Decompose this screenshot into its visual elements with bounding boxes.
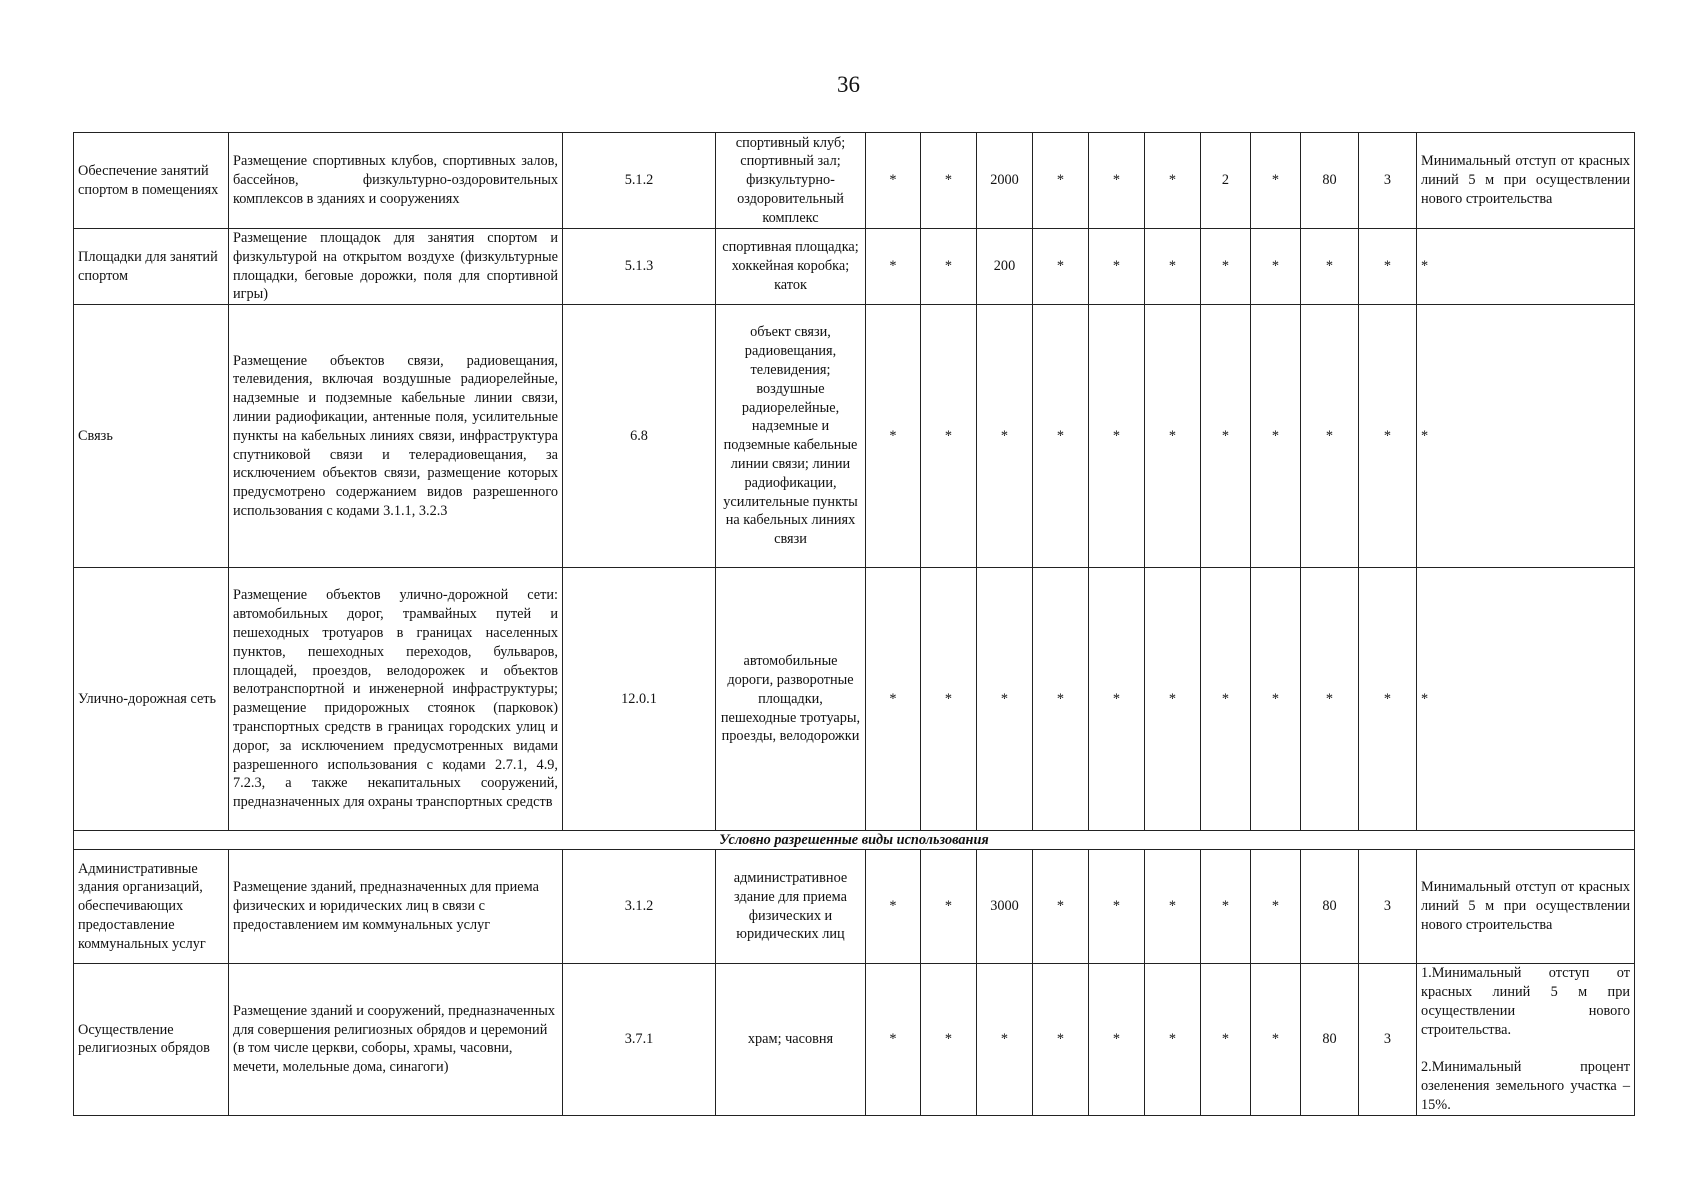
param-cell: *: [1301, 305, 1359, 568]
use-code: 5.1.2: [563, 133, 716, 229]
param-cell: *: [921, 305, 977, 568]
param-cell: *: [1033, 229, 1089, 305]
param-cell: *: [866, 964, 921, 1115]
param-cell: *: [1251, 305, 1301, 568]
param-cell: *: [1033, 568, 1089, 831]
param-cell: *: [1251, 568, 1301, 831]
param-cell: *: [921, 568, 977, 831]
page-number: 36: [837, 72, 860, 97]
param-cell: *: [1201, 229, 1251, 305]
use-description: Размещение объектов связи, радиовещания, телевидения, включая воздушные радиорелейные, надземные и подземные кабельные линии связи, линии радиофикации, антенные поля, усилительные пункты на кабельных линиях связи, инфраструктура спутниковой связи и телерадиовещания, за исключением объектов связи, размещение которых предусмотрено содержанием видов разрешенного использования с кодами 3.1.1, 3.2.3: [229, 305, 563, 568]
param-cell: *: [866, 850, 921, 964]
param-cell: 80: [1301, 964, 1359, 1115]
conditional-permitted-uses: [74, 831, 1635, 1115]
param-cell: *: [1145, 229, 1201, 305]
param-cell: *: [1033, 964, 1089, 1115]
param-cell: *: [1201, 568, 1251, 831]
use-description: Размещение зданий и сооружений, предназначенных для совершения религиозных обрядов и церемоний (в том числе церкви, соборы, храмы, часовни, мечети, молельные дома, синагоги): [229, 964, 563, 1115]
use-description: Размещение спортивных клубов, спортивных залов, бассейнов, физкультурно-оздоровительных комплексов в зданиях и сооружениях: [229, 133, 563, 229]
param-cell: 80: [1301, 133, 1359, 229]
param-cell: *: [1089, 850, 1145, 964]
param-cell: *: [866, 133, 921, 229]
param-cell: *: [1251, 133, 1301, 229]
note-paragraph: *: [1421, 427, 1429, 444]
param-cell: *: [866, 229, 921, 305]
param-cell: *: [1359, 229, 1417, 305]
param-cell: *: [921, 964, 977, 1115]
note-paragraph: Минимальный отступ от красных линий 5 м при осуществлении нового строительства: [1421, 879, 1630, 934]
use-objects: спортивная площадка; хоккейная коробка; каток: [716, 229, 866, 305]
param-cell: 3: [1359, 850, 1417, 964]
land-use-regulations-table: [73, 132, 1635, 1116]
param-cell: 2: [1201, 133, 1251, 229]
use-note: [1417, 568, 1635, 831]
use-objects: спортивный клуб; спортивный зал; физкультурно-оздоровительный комплекс: [716, 133, 866, 229]
use-objects: административное здание для приема физических и юридических лиц: [716, 850, 866, 964]
use-objects: объект связи, радиовещания, телевидения; воздушные радиорелейные, надземные и подземные кабельные линии связи; линии радиофикации, усилительные пункты на кабельных линиях связи: [716, 305, 866, 568]
param-cell: *: [921, 229, 977, 305]
param-cell: *: [1089, 305, 1145, 568]
use-description: Размещение объектов улично-дорожной сети: автомобильных дорог, трамвайных путей и пешеходных тротуаров в границах населенных пунктов, пешеходных переходов, бульваров, площадей, проездов, велодорожек и объектов велотранспортной и инженерной инфраструктуры; размещение придорожных стоянок (парковок) транспортных средств в границах городских улиц и дорог, за исключением предусмотренных видами разрешенного использования с кодами 2.7.1, 4.9, 7.2.3, а также некапитальных сооружений, предназначенных для охраны транспортных средств: [229, 568, 563, 831]
use-code: 3.7.1: [563, 964, 716, 1115]
param-cell: 3: [1359, 133, 1417, 229]
param-cell: *: [1089, 133, 1145, 229]
param-cell: *: [866, 305, 921, 568]
param-cell: 3: [1359, 964, 1417, 1115]
param-cell: *: [1301, 229, 1359, 305]
section-header-row: [74, 831, 1635, 850]
use-note: [1417, 133, 1635, 229]
use-objects: автомобильные дороги, разворотные площадки, пешеходные тротуары, проезды, велодорожки: [716, 568, 866, 831]
use-note: [1417, 305, 1635, 568]
note-paragraph: Минимальный отступ от красных линий 5 м при осуществлении нового строительства: [1421, 153, 1630, 207]
use-code: 6.8: [563, 305, 716, 568]
use-note: [1417, 850, 1635, 964]
param-cell: *: [1359, 568, 1417, 831]
param-cell: 80: [1301, 850, 1359, 964]
param-cell: *: [1145, 964, 1201, 1115]
use-name: Площадки для занятий спортом: [74, 229, 229, 305]
main-permitted-uses: [74, 133, 1635, 831]
table-row: [74, 850, 1635, 964]
use-objects: храм; часовня: [716, 964, 866, 1115]
use-name: Улично-дорожная сеть: [74, 568, 229, 831]
param-cell: *: [1033, 850, 1089, 964]
use-note: [1417, 229, 1635, 305]
table-row: [74, 568, 1635, 831]
use-code: 5.1.3: [563, 229, 716, 305]
param-cell: *: [1089, 229, 1145, 305]
param-cell: 2000: [977, 133, 1033, 229]
param-cell: 200: [977, 229, 1033, 305]
param-cell: *: [1145, 305, 1201, 568]
param-cell: *: [1201, 305, 1251, 568]
param-cell: *: [977, 305, 1033, 568]
param-cell: *: [1301, 568, 1359, 831]
use-name: Обеспечение занятий спортом в помещениях: [74, 133, 229, 229]
paragraph-spacer: [1421, 1039, 1630, 1058]
use-name: Административные здания организаций, обеспечивающих предоставление коммунальных услуг: [74, 850, 229, 964]
note-paragraph: 2.Минимальный процент озеленения земельного участка – 15%.: [1421, 1059, 1630, 1113]
use-name: Осуществление религиозных обрядов: [74, 964, 229, 1115]
param-cell: *: [1251, 964, 1301, 1115]
note-paragraph: 1.Минимальный отступ от красных линий 5 м при осуществлении нового строительства.: [1421, 965, 1630, 1038]
param-cell: *: [977, 568, 1033, 831]
param-cell: *: [921, 133, 977, 229]
param-cell: *: [1089, 568, 1145, 831]
param-cell: 3000: [977, 850, 1033, 964]
param-cell: *: [866, 568, 921, 831]
table-row: [74, 229, 1635, 305]
param-cell: *: [1359, 305, 1417, 568]
use-description: Размещение зданий, предназначенных для приема физических и юридических лиц в связи с предоставлением им коммунальных услуг: [229, 850, 563, 964]
param-cell: *: [1145, 568, 1201, 831]
param-cell: *: [1201, 964, 1251, 1115]
table-row: [74, 964, 1635, 1115]
table-row: [74, 133, 1635, 229]
param-cell: *: [1251, 229, 1301, 305]
param-cell: *: [1033, 133, 1089, 229]
param-cell: *: [1201, 850, 1251, 964]
use-code: 12.0.1: [563, 568, 716, 831]
param-cell: *: [1145, 133, 1201, 229]
param-cell: *: [1033, 305, 1089, 568]
param-cell: *: [1251, 850, 1301, 964]
param-cell: *: [921, 850, 977, 964]
use-name: Связь: [74, 305, 229, 568]
table-row: [74, 305, 1635, 568]
use-description: Размещение площадок для занятия спортом и физкультурой на открытом воздухе (физкультурные площадки, беговые дорожки, поля для спортивной игры): [229, 229, 563, 305]
note-paragraph: *: [1421, 690, 1429, 707]
use-note: [1417, 964, 1635, 1115]
section-title: Условно разрешенные виды использования: [74, 831, 1635, 850]
param-cell: *: [1089, 964, 1145, 1115]
param-cell: *: [1145, 850, 1201, 964]
param-cell: *: [977, 964, 1033, 1115]
note-paragraph: *: [1421, 258, 1429, 275]
use-code: 3.1.2: [563, 850, 716, 964]
